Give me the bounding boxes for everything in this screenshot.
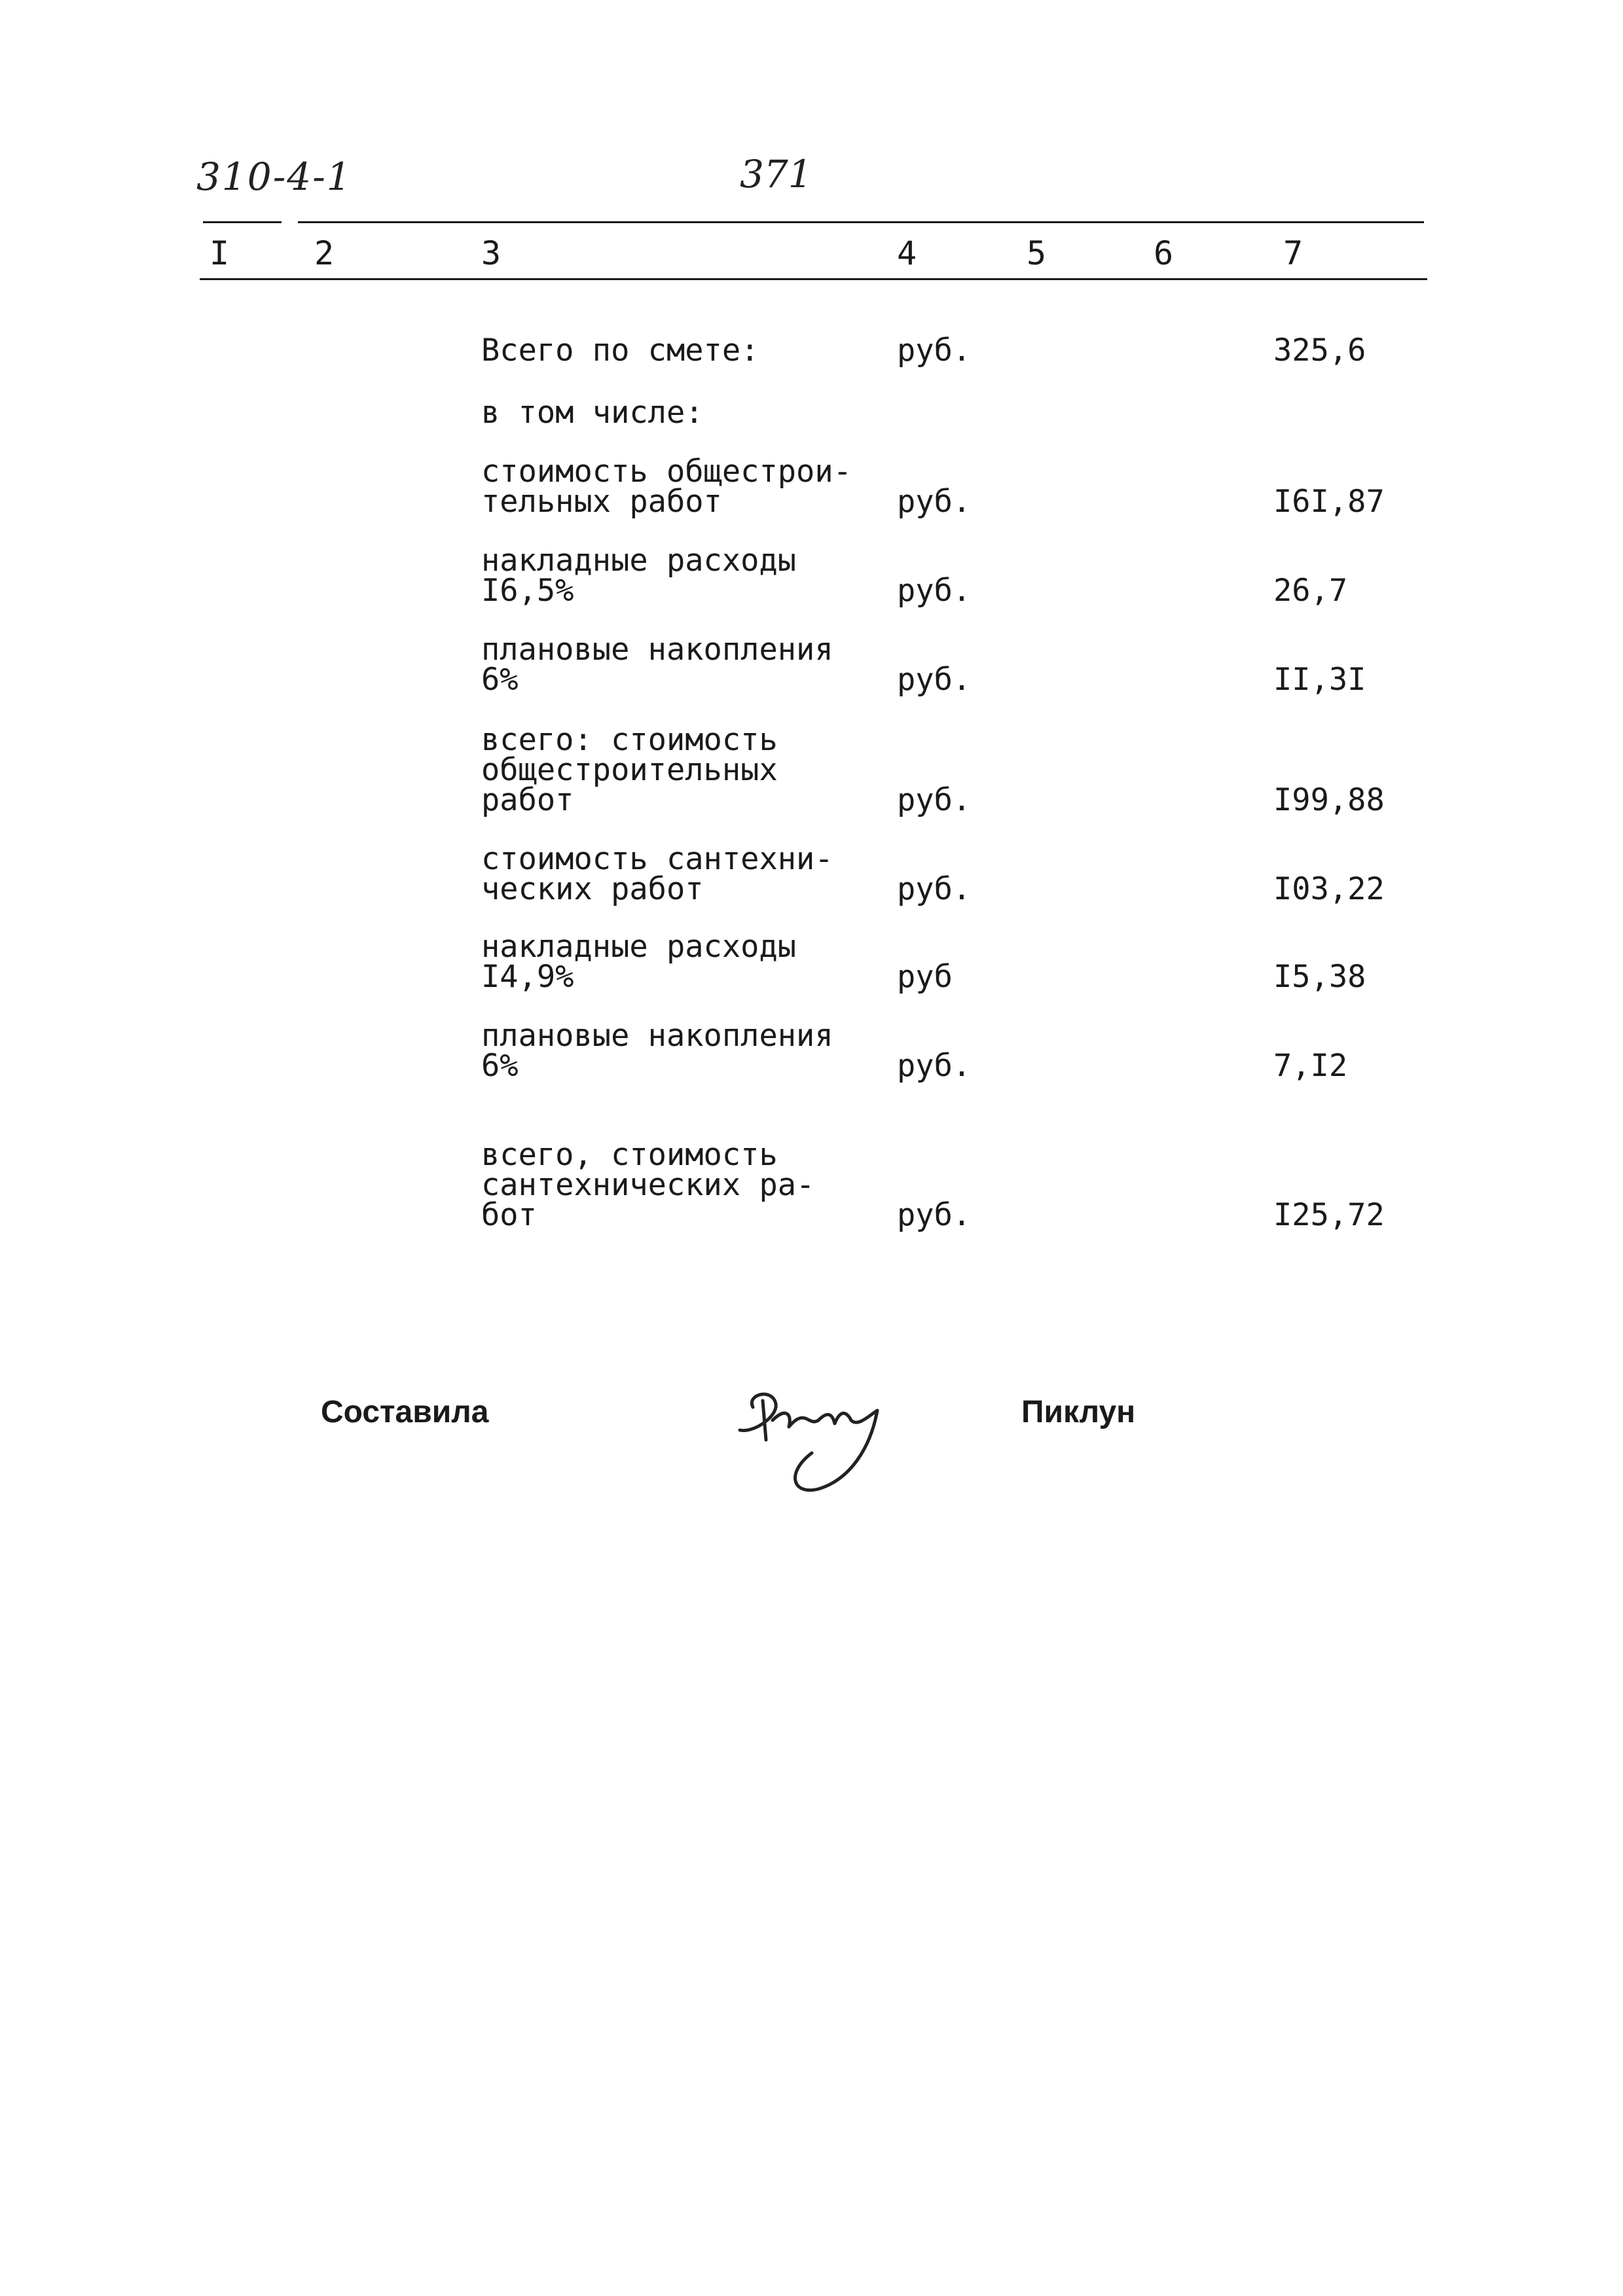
row-value: I03,22 [1273, 871, 1385, 907]
row-unit: руб. [897, 871, 972, 907]
row-description-line: накладные расходы [481, 543, 797, 579]
row-description-line: тельных работ [481, 484, 722, 520]
header-bottom-rule [200, 278, 1427, 280]
column-number-4: 4 [897, 234, 917, 272]
column-number-2: 2 [314, 234, 335, 272]
row-unit: руб. [897, 1048, 972, 1084]
row-unit: руб. [897, 573, 972, 609]
column-number-7: 7 [1283, 234, 1304, 272]
header-top-rule-left [203, 221, 282, 223]
row-value: I99,88 [1273, 782, 1385, 818]
row-value: I25,72 [1273, 1197, 1385, 1233]
header-top-rule [298, 221, 1424, 223]
row-description-line: I6,5% [481, 573, 574, 609]
page-number: 371 [740, 152, 812, 196]
row-unit: руб. [897, 662, 972, 698]
row-description-line: бот [481, 1197, 537, 1233]
row-description-line: общестроительных [481, 752, 778, 788]
compiled-by-label: Составила [321, 1395, 489, 1429]
row-value: I6I,87 [1273, 484, 1385, 520]
row-description-line: стоимость сантехни- [481, 841, 833, 877]
row-description-line: в том числе: [481, 395, 704, 431]
column-number-1: I [210, 234, 230, 272]
row-description-line: всего, стоимость [481, 1137, 778, 1173]
row-description-line: сантехнических ра- [481, 1167, 815, 1203]
row-value: II,3I [1273, 662, 1366, 698]
row-description-line: 6% [481, 662, 519, 698]
row-unit: руб. [897, 332, 972, 368]
row-unit: руб [897, 959, 953, 995]
row-unit: руб. [897, 782, 972, 818]
column-number-6: 6 [1154, 234, 1174, 272]
row-description-line: стоимость общестрои- [481, 454, 852, 490]
column-number-3: 3 [481, 234, 501, 272]
signature-mark [727, 1368, 890, 1499]
row-description-line: Всего по смете: [481, 332, 759, 368]
row-unit: руб. [897, 1197, 972, 1233]
row-description-line: I4,9% [481, 959, 574, 995]
row-value: 325,6 [1273, 332, 1366, 368]
row-description-line: работ [481, 782, 574, 818]
row-description-line: плановые накопления [481, 632, 833, 668]
row-unit: руб. [897, 484, 972, 520]
row-description-line: всего: стоимость [481, 722, 778, 758]
row-description-line: плановые накопления [481, 1018, 833, 1054]
row-description-line: накладные расходы [481, 929, 797, 965]
row-value: I5,38 [1273, 959, 1366, 995]
column-number-5: 5 [1027, 234, 1047, 272]
signer-name: Пиклун [1021, 1395, 1136, 1429]
row-description-line: 6% [481, 1048, 519, 1084]
row-value: 26,7 [1273, 573, 1348, 609]
row-description-line: ческих работ [481, 871, 704, 907]
document-code: 310-4-1 [196, 154, 352, 199]
row-value: 7,I2 [1273, 1048, 1348, 1084]
